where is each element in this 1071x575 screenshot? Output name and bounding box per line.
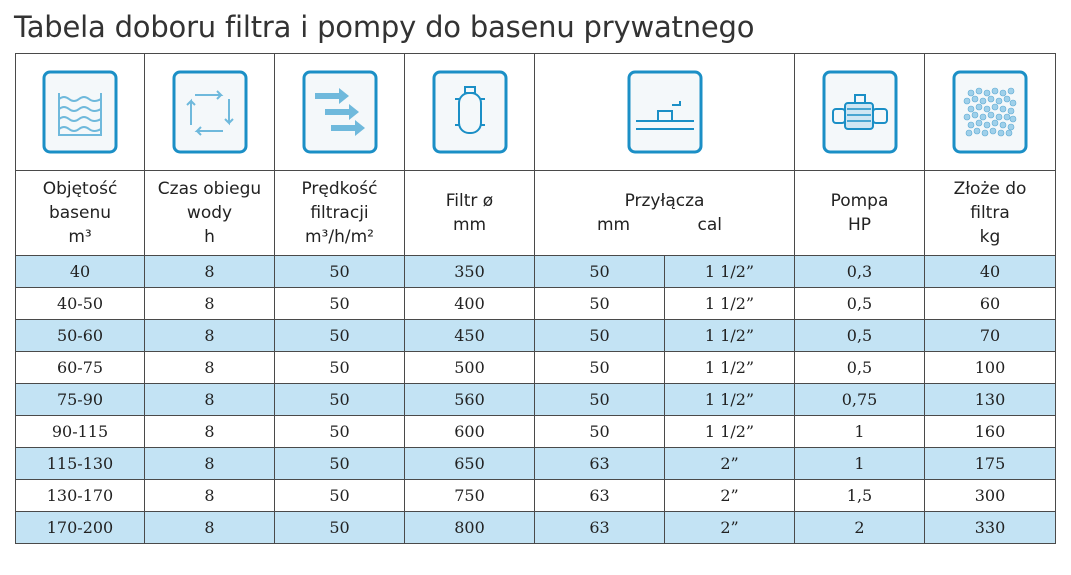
- cell-filter: 800: [405, 512, 535, 544]
- header-pump: Pompa HP: [795, 171, 925, 256]
- table-row: [16, 480, 1056, 512]
- cell-speed: 50: [275, 384, 405, 416]
- cell-cycle: 8: [145, 352, 275, 384]
- cell-volume: 75-90: [16, 384, 145, 416]
- cell-conn-cal: 1 1/2”: [665, 288, 795, 320]
- cell-bed: 70: [925, 320, 1056, 352]
- header-cycle: Czas obiegu wody h: [145, 171, 275, 256]
- cell-conn-mm: 50: [535, 256, 665, 288]
- cell-pump: 0,75: [795, 384, 925, 416]
- cell-filter: 650: [405, 448, 535, 480]
- cell-conn-mm: 63: [535, 512, 665, 544]
- cell-volume: 50-60: [16, 320, 145, 352]
- cell-conn-cal: 1 1/2”: [665, 384, 795, 416]
- cell-conn-mm: 50: [535, 384, 665, 416]
- cell-cycle: 8: [145, 448, 275, 480]
- cell-speed: 50: [275, 416, 405, 448]
- cell-pump: 0,5: [795, 320, 925, 352]
- cell-speed: 50: [275, 256, 405, 288]
- icon-cell: [275, 54, 405, 171]
- cell-bed: 160: [925, 416, 1056, 448]
- icon-cell: [795, 54, 925, 171]
- cell-speed: 50: [275, 512, 405, 544]
- selection-table: [15, 53, 1056, 544]
- icon-cell: [16, 54, 145, 171]
- cell-filter: 600: [405, 416, 535, 448]
- cell-filter: 750: [405, 480, 535, 512]
- cell-pump: 0,3: [795, 256, 925, 288]
- cell-cycle: 8: [145, 384, 275, 416]
- cell-bed: 100: [925, 352, 1056, 384]
- cell-cycle: 8: [145, 256, 275, 288]
- table-row: [16, 288, 1056, 320]
- table-row: [16, 352, 1056, 384]
- cell-filter: 450: [405, 320, 535, 352]
- cell-pump: 1,5: [795, 480, 925, 512]
- cell-bed: 130: [925, 384, 1056, 416]
- table-row: [16, 320, 1056, 352]
- cell-filter: 350: [405, 256, 535, 288]
- cell-volume: 40-50: [16, 288, 145, 320]
- flow-speed-icon: [301, 69, 379, 155]
- cell-conn-mm: 50: [535, 288, 665, 320]
- table-row: [16, 256, 1056, 288]
- cell-conn-mm: 63: [535, 480, 665, 512]
- header-connection-mm: mm: [597, 215, 631, 235]
- header-row: [16, 171, 1056, 256]
- cell-conn-mm: 50: [535, 352, 665, 384]
- cell-bed: 60: [925, 288, 1056, 320]
- cell-cycle: 8: [145, 320, 275, 352]
- header-connection-cal: cal: [697, 215, 722, 235]
- table-row: [16, 384, 1056, 416]
- cell-volume: 90-115: [16, 416, 145, 448]
- cell-volume: 130-170: [16, 480, 145, 512]
- cell-conn-mm: 50: [535, 320, 665, 352]
- cell-bed: 300: [925, 480, 1056, 512]
- cell-cycle: 8: [145, 416, 275, 448]
- cell-volume: 170-200: [16, 512, 145, 544]
- icon-cell: [925, 54, 1056, 171]
- water-volume-icon: [41, 69, 119, 155]
- icon-cell: [535, 54, 795, 171]
- cell-pump: 1: [795, 416, 925, 448]
- cell-conn-cal: 2”: [665, 512, 795, 544]
- cell-speed: 50: [275, 480, 405, 512]
- cell-cycle: 8: [145, 288, 275, 320]
- cell-bed: 40: [925, 256, 1056, 288]
- cell-filter: 400: [405, 288, 535, 320]
- filter-bed-icon: [951, 69, 1029, 155]
- circulation-cycle-icon: [171, 69, 249, 155]
- pipe-connection-icon: [626, 69, 704, 155]
- cell-conn-cal: 1 1/2”: [665, 320, 795, 352]
- cell-speed: 50: [275, 352, 405, 384]
- header-volume: Objętość basenu m³: [16, 171, 145, 256]
- cell-bed: 175: [925, 448, 1056, 480]
- table-row: [16, 416, 1056, 448]
- cell-pump: 2: [795, 512, 925, 544]
- cell-filter: 560: [405, 384, 535, 416]
- cell-speed: 50: [275, 448, 405, 480]
- cell-volume: 60-75: [16, 352, 145, 384]
- filter-tank-icon: [431, 69, 509, 155]
- cell-volume: 40: [16, 256, 145, 288]
- cell-conn-cal: 1 1/2”: [665, 256, 795, 288]
- icon-row: [16, 54, 1056, 171]
- cell-speed: 50: [275, 320, 405, 352]
- header-filter: Filtr ø mm: [405, 171, 535, 256]
- cell-speed: 50: [275, 288, 405, 320]
- cell-pump: 1: [795, 448, 925, 480]
- pump-icon: [821, 69, 899, 155]
- header-speed: Prędkość filtracji m³/h/m²: [275, 171, 405, 256]
- cell-conn-mm: 63: [535, 448, 665, 480]
- header-bed: Złoże do filtra kg: [925, 171, 1056, 256]
- cell-bed: 330: [925, 512, 1056, 544]
- cell-volume: 115-130: [16, 448, 145, 480]
- cell-conn-cal: 2”: [665, 448, 795, 480]
- cell-filter: 500: [405, 352, 535, 384]
- icon-cell: [145, 54, 275, 171]
- cell-conn-mm: 50: [535, 416, 665, 448]
- page-title: Tabela doboru filtra i pompy do basenu prywatnego: [14, 10, 755, 44]
- cell-pump: 0,5: [795, 288, 925, 320]
- icon-cell: [405, 54, 535, 171]
- cell-pump: 0,5: [795, 352, 925, 384]
- cell-cycle: 8: [145, 512, 275, 544]
- header-connection: Przyłącza mm cal: [535, 171, 795, 256]
- cell-conn-cal: 1 1/2”: [665, 352, 795, 384]
- cell-cycle: 8: [145, 480, 275, 512]
- table-row: [16, 512, 1056, 544]
- table-row: [16, 448, 1056, 480]
- cell-conn-cal: 2”: [665, 480, 795, 512]
- cell-conn-cal: 1 1/2”: [665, 416, 795, 448]
